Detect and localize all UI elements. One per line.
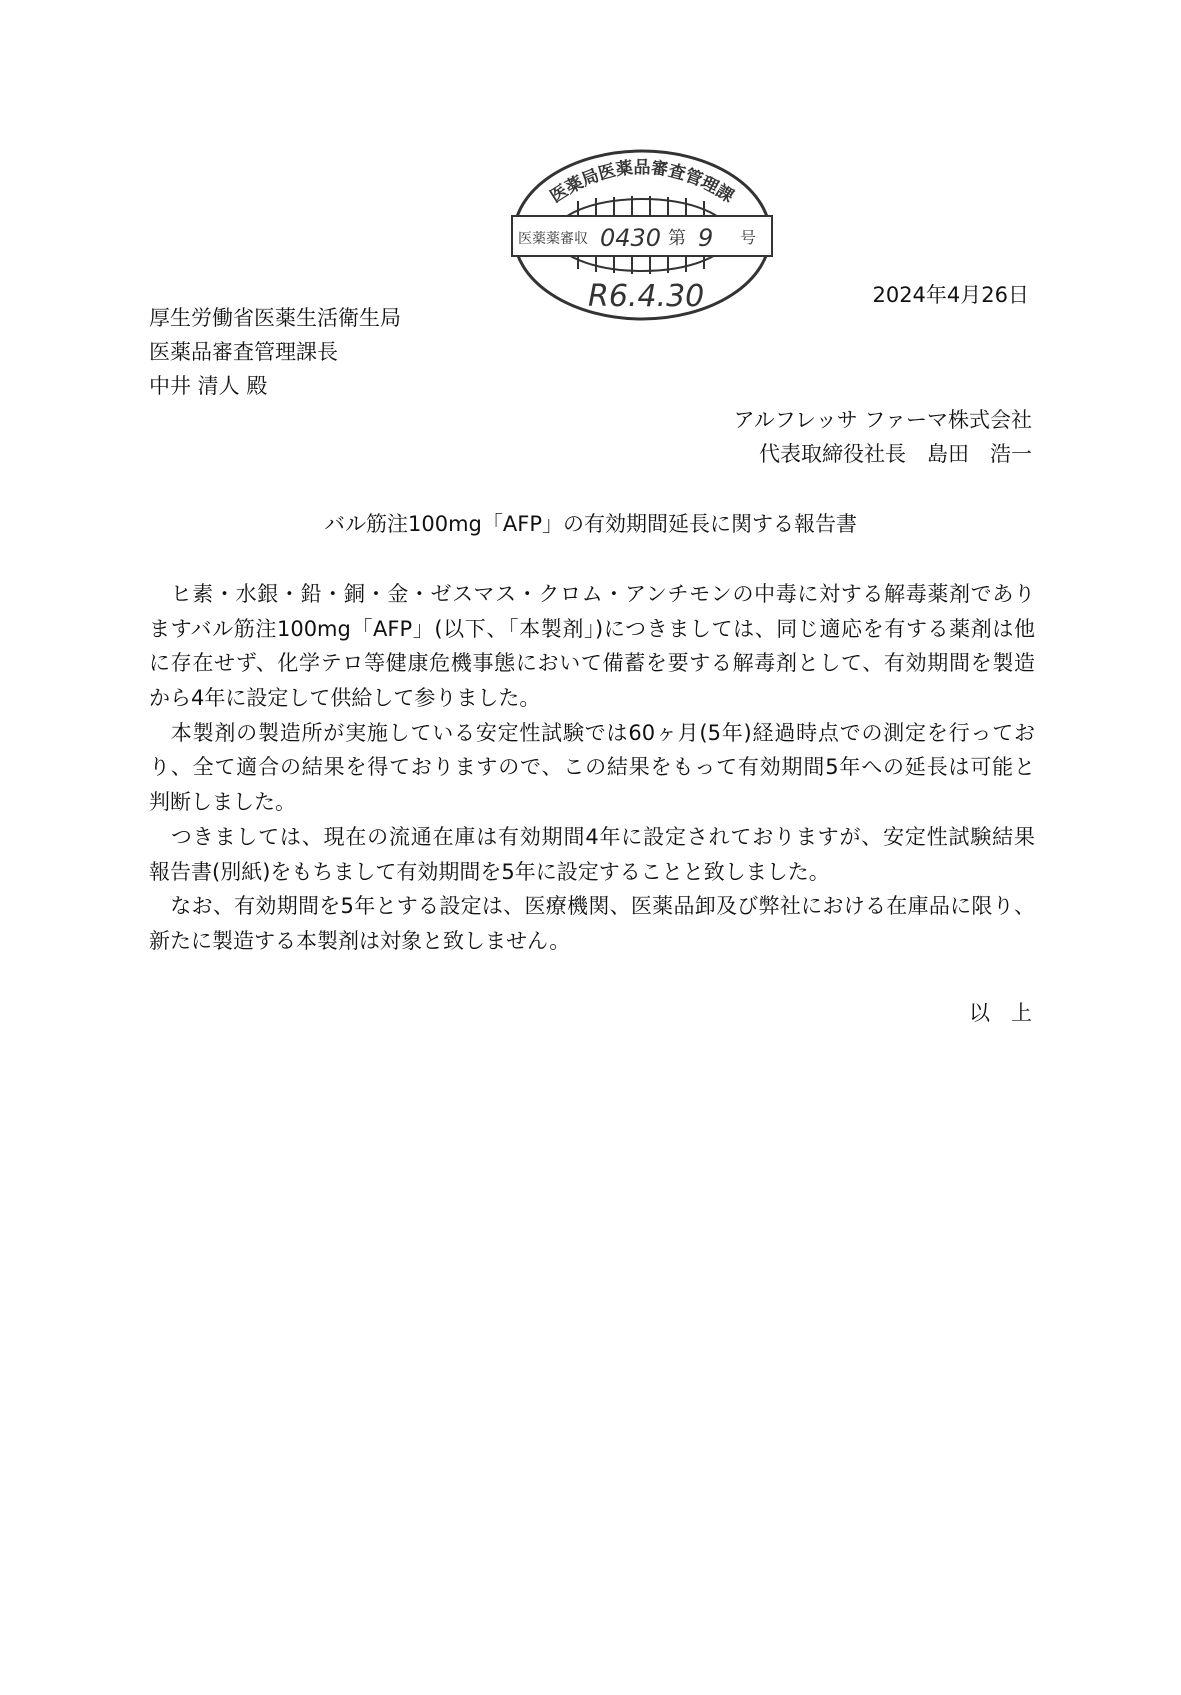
sender-company: アルフレッサ ファーマ株式会社 <box>733 408 1032 432</box>
recipient-bureau: 厚生労働省医薬生活衛生局 <box>149 306 401 330</box>
recipient-name: 中井 清人 殿 <box>149 374 268 398</box>
body-line: 判断しました。 <box>149 790 296 815</box>
stamp-arc-text: 医薬局医薬品審査管理課 <box>546 158 738 208</box>
paragraph <box>149 889 1035 958</box>
body-line: 新たに製造する本製剤は対象と致しません。 <box>149 928 571 953</box>
document-title: バル筋注100mg「AFP」の有効期間延長に関する報告書 <box>324 512 857 536</box>
stamp-band-label: 医薬薬審収 <box>518 231 588 247</box>
paragraph <box>149 820 1035 889</box>
sender-representative: 代表取締役社長 島田 浩一 <box>759 442 1032 466</box>
stamp-date: R6.4.30 <box>588 279 705 314</box>
body-line: り、全て適合の結果を得ておりますので、この結果をもって有効期間5年への延長は可能と <box>149 755 1035 780</box>
body-line: ますバル筋注100mg「AFP」(以下、「本製剤」)につきましては、同じ適応を有する薬剤は他 <box>149 616 1035 641</box>
body-line: 報告書(別紙)をもちまして有効期間を5年に設定することと致しました。 <box>149 859 830 884</box>
body-line: ヒ素・水銀・鉛・銅・金・ゼスマス・クロム・アンチモンの中毒に対する解毒薬剤であり <box>149 582 1035 606</box>
stamp-dai: 第 <box>668 228 686 249</box>
stamp-number: 0430 <box>600 224 662 252</box>
body-line: に存在せず、化学テロ等健康危機事態において備蓄を要する解毒剤として、有効期間を製造 <box>149 651 1035 676</box>
paragraph <box>149 577 1035 716</box>
stamp-go: 号 <box>740 228 757 247</box>
recipient-title: 医薬品審査管理課長 <box>149 340 338 364</box>
paragraph <box>149 716 1035 820</box>
body-line: なお、有効期間を5年とする設定は、医療機関、医薬品卸及び弊社における在庫品に限り、 <box>149 894 1035 919</box>
document-body <box>149 577 1035 959</box>
document-date: 2024年4月26日 <box>872 283 1029 307</box>
received-stamp <box>508 146 776 324</box>
closing: 以 上 <box>969 1001 1032 1025</box>
body-line: 本製剤の製造所が実施している安定性試験では60ヶ月(5年)経過時点での測定を行ってお <box>149 720 1035 745</box>
stamp-seq: 9 <box>698 224 714 252</box>
body-line: つきましては、現在の流通在庫は有効期間4年に設定されておりますが、安定性試験結果 <box>149 824 1035 849</box>
body-line: から4年に設定して供給して参りました。 <box>149 686 541 711</box>
